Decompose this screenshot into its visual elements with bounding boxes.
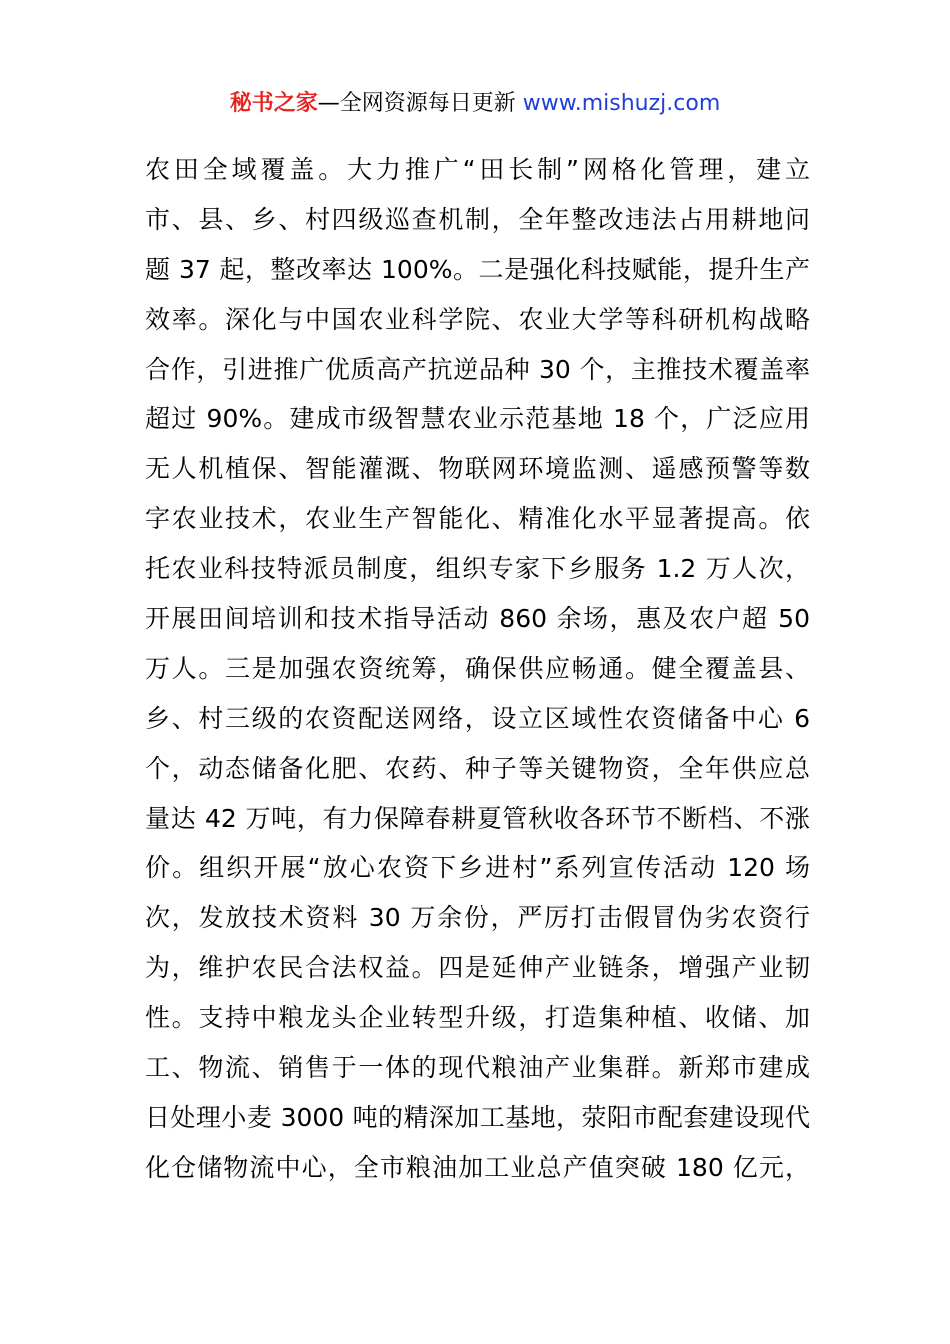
text-line: 化仓储物流中心，全市粮油加工业总产值突破 180 亿元， [145,1152,810,1182]
text-line: 开展田间培训和技术指导活动 860 余场，惠及农户超 50 [145,604,810,634]
text-line: 为，维护农民合法权益。四是延伸产业链条，增强产业韧 [145,953,810,983]
text-line: 字农业技术，农业生产智能化、精准化水平显著提高。依 [145,504,810,534]
brand-name: 秘书之家 [229,91,318,116]
text-line: 市、县、乡、村四级巡查机制，全年整改违法占用耕地问 [145,204,810,234]
text-line: 乡、村三级的农资配送网络，设立区域性农资储备中心 6 [145,703,810,733]
text-line: 次，发放技术资料 30 万余份，严厉打击假冒伪劣农资行 [145,903,810,933]
text-line: 万人。三是加强农资统筹，确保供应畅通。健全覆盖县、 [145,653,810,683]
text-line: 价。组织开展“放心农资下乡进村”系列宣传活动 120 场 [145,853,810,883]
header-slogan: —全网资源每日更新 [317,91,516,116]
text-line: 量达 42 万吨，有力保障春耕夏管秋收各环节不断档、不涨 [145,803,810,833]
text-line: 农田全域覆盖。大力推广“田长制”网格化管理，建立 [145,155,810,184]
text-line: 合作，引进推广优质高产抗逆品种 30 个，主推技术覆盖率 [145,354,810,384]
document-body [145,145,810,1193]
text-line: 效率。深化与中国农业科学院、农业大学等科研机构战略 [145,304,810,334]
text-line: 个，动态储备化肥、农药、种子等关键物资，全年供应总 [145,753,810,783]
text-line: 超过 90%。建成市级智慧农业示范基地 18 个，广泛应用 [145,404,810,434]
text-line: 无人机植保、智能灌溉、物联网环境监测、遥感预警等数 [145,454,810,484]
text-line: 题 37 起，整改率达 100%。二是强化科技赋能，提升生产 [145,254,810,284]
website-url[interactable]: www.mishuzj.com [522,91,721,116]
text-line: 性。支持中粮龙头企业转型升级，打造集种植、收储、加 [145,1003,810,1033]
text-line: 工、物流、销售于一体的现代粮油产业集群。新郑市建成 [145,1053,810,1083]
page-header [0,89,950,119]
text-line: 托农业科技特派员制度，组织专家下乡服务 1.2 万人次， [145,554,810,584]
text-line: 日处理小麦 3000 吨的精深加工基地，荥阳市配套建设现代 [145,1102,810,1132]
